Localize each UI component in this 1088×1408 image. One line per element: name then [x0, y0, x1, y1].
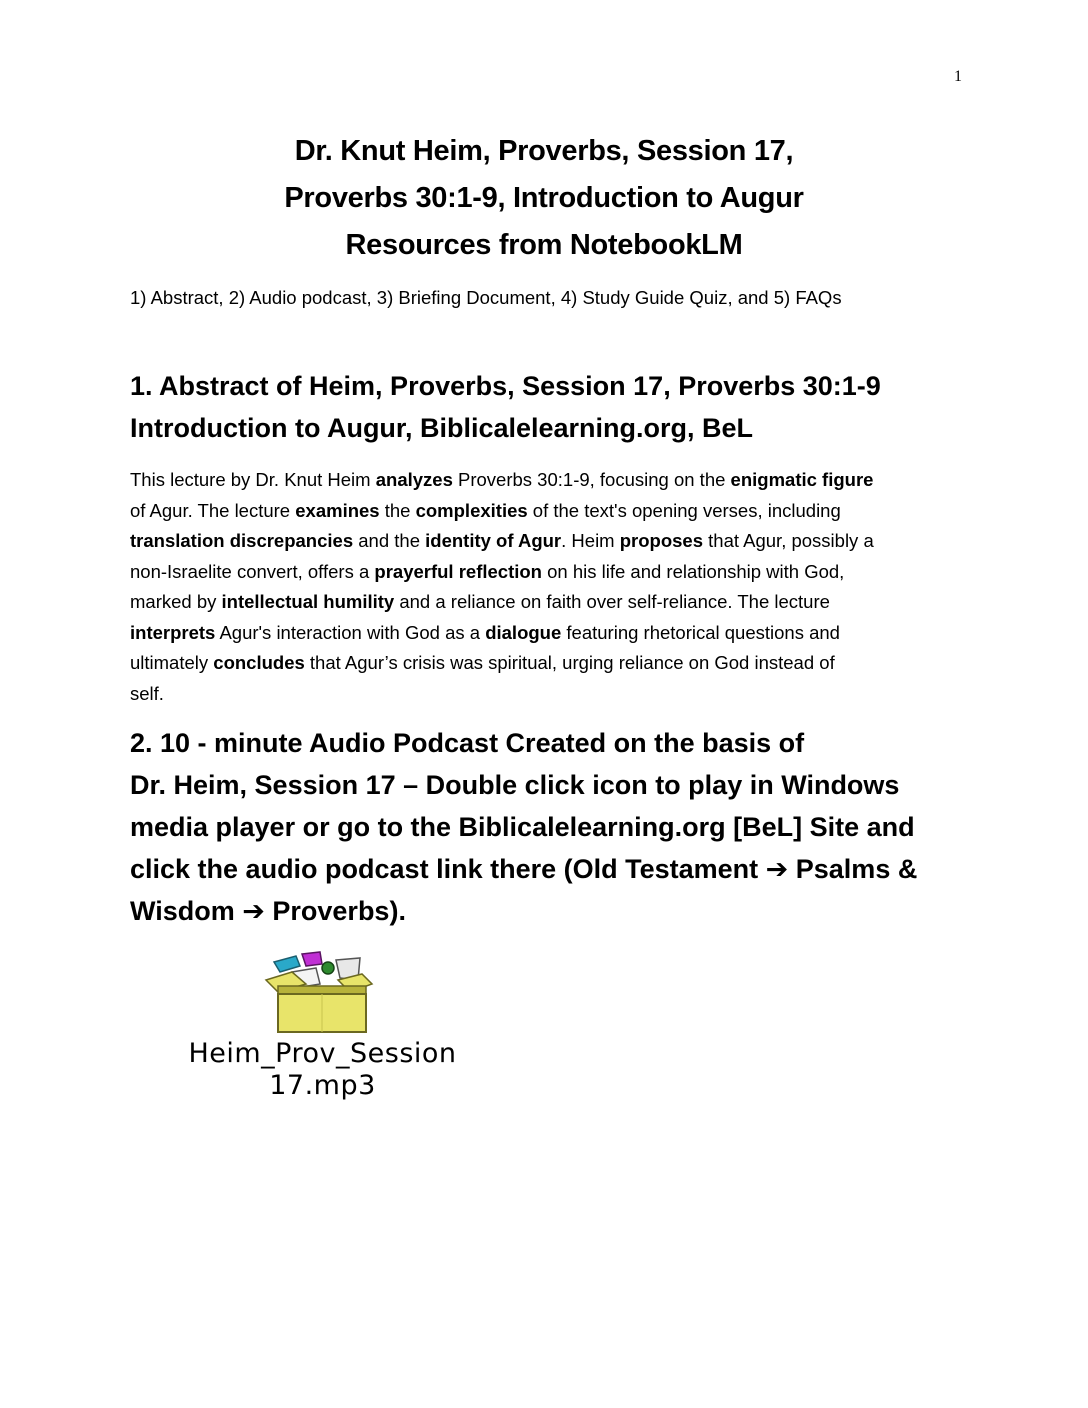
right-arrow-icon: ➔: [765, 854, 789, 884]
abstract-text: on his life and relationship with God,: [541, 560, 845, 582]
abstract-text: This lecture by Dr. Knut Heim: [130, 469, 376, 490]
filename-line: 17.mp3: [269, 1070, 376, 1101]
page-number: 1: [954, 68, 962, 85]
abstract-bold: concludes: [213, 652, 305, 673]
package-icon[interactable]: [262, 950, 382, 1035]
resources-list: 1) Abstract, 2) Audio podcast, 3) Briefing Document, 4) Study Guide Quiz, and 5) FAQs: [130, 287, 842, 308]
heading-text: click the audio podcast link there (Old Testament: [130, 854, 766, 884]
abstract-text: Agur's interaction with God as a: [215, 621, 486, 643]
audio-filename[interactable]: [130, 1038, 515, 1102]
heading-line: 2. 10 - minute Audio Podcast Created on the basis of: [130, 728, 805, 758]
abstract-text: non-Israelite convert, offers a: [130, 560, 375, 582]
abstract-bold: interprets: [130, 621, 216, 643]
abstract-bold: analyzes: [375, 469, 453, 490]
abstract-bold: identity of Agur: [425, 530, 562, 551]
abstract-line: [130, 587, 970, 618]
title-line: Proverbs 30:1-9, Introduction to Augur: [284, 182, 804, 214]
abstract-text: that Agur’s crisis was spiritual, urging reliance on God instead of: [304, 652, 835, 673]
section-2-heading: [130, 722, 990, 932]
abstract-text: featuring rhetorical questions and: [561, 621, 840, 643]
abstract-bold: intellectual humility: [221, 591, 395, 612]
abstract-text: self.: [130, 682, 164, 704]
heading-line: media player or go to the Biblicalelearning.org [BeL] Site and: [130, 812, 915, 842]
abstract-bold: complexities: [415, 499, 528, 521]
abstract-bold: translation discrepancies: [130, 530, 354, 551]
abstract-line: [130, 496, 970, 527]
abstract-bold: prayerful reflection: [374, 560, 542, 582]
abstract-text: the: [379, 499, 416, 521]
abstract-line: [130, 618, 970, 649]
document-title: [100, 128, 988, 269]
right-arrow-icon: ➔: [242, 896, 265, 926]
abstract-text: of the text's opening verses, including: [527, 499, 841, 521]
abstract-line: [130, 679, 970, 710]
abstract-bold: enigmatic figure: [730, 469, 874, 490]
heading-line: [130, 854, 917, 884]
abstract-paragraph: [130, 465, 970, 709]
heading-text: Wisdom: [130, 896, 243, 926]
title-line: Dr. Knut Heim, Proverbs, Session 17,: [294, 135, 794, 167]
abstract-text: Proverbs 30:1-9, focusing on the: [452, 469, 731, 490]
abstract-text: marked by: [130, 591, 222, 612]
heading-line: Dr. Heim, Session 17 – Double click icon to play in Windows: [130, 770, 900, 800]
abstract-line: [130, 557, 970, 588]
abstract-text: and a reliance on faith over self-reliance. The lecture: [394, 591, 830, 612]
filename-line: Heim_Prov_Session: [188, 1038, 457, 1069]
abstract-line: [130, 526, 970, 557]
heading-line: 1. Abstract of Heim, Proverbs, Session 17, Proverbs 30:1-9: [130, 371, 881, 401]
abstract-text: that Agur, possibly a: [703, 530, 874, 551]
abstract-text: and the: [353, 530, 426, 551]
heading-line: Introduction to Augur, Biblicalelearning.org, BeL: [130, 413, 754, 443]
abstract-line: [130, 648, 970, 679]
heading-line: [130, 896, 406, 926]
abstract-bold: dialogue: [485, 621, 562, 643]
abstract-line: [130, 465, 970, 496]
section-1-heading: [130, 365, 990, 449]
title-line: Resources from NotebookLM: [345, 229, 743, 261]
heading-text: Proverbs).: [264, 896, 406, 926]
audio-file-attachment[interactable]: [130, 950, 515, 1110]
abstract-bold: proposes: [619, 530, 704, 551]
abstract-text: of Agur. The lecture: [130, 499, 296, 521]
abstract-text: ultimately: [130, 652, 214, 673]
abstract-bold: examines: [295, 499, 380, 521]
heading-text: Psalms &: [788, 854, 918, 884]
abstract-text: . Heim: [561, 530, 620, 551]
